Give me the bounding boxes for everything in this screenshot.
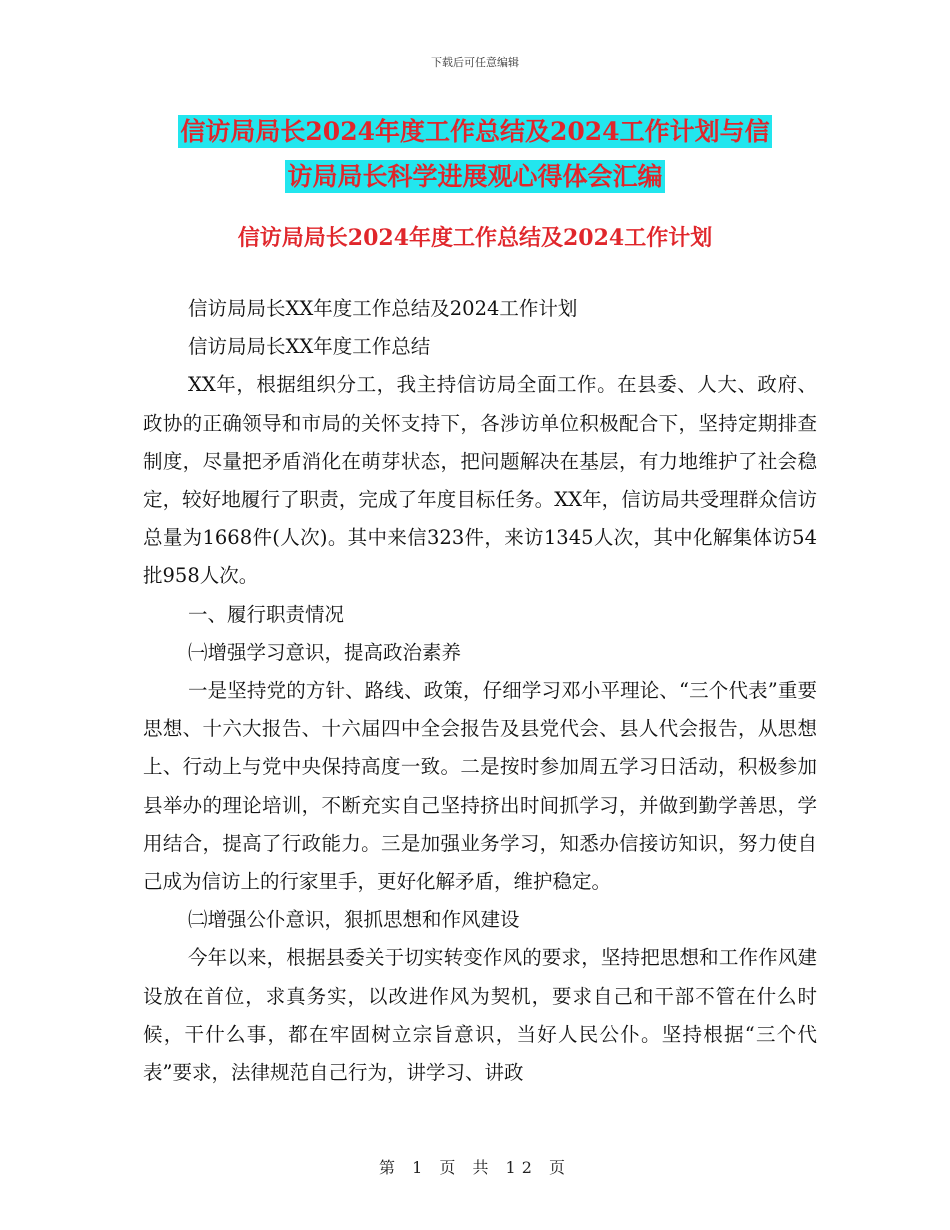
- paragraph: 一是坚持党的方针、路线、政策，仔细学习邓小平理论、“三个代表”重要思想、十六大报告、十六届四中全会报告及县党代会、县人代会报告，从思想上、行动上与党中央保持高度一致。二是按时参加周五学习日活动，积极参加县举办的理论培训，不断充实自己坚持挤出时间抓学习，并做到勤学善思，学用结合，提高了行政能力。三是加强业务学习，知悉办信接访知识，努力使自己成为信访上的行家里手，更好化解矛盾，维护稳定。: [143, 679, 817, 894]
- paragraph: 一、履行职责情况: [188, 602, 345, 626]
- paragraph: ㈠增强学习意识，提高政治素养: [188, 640, 462, 664]
- page-footer: 第 1 页 共 12 页: [379, 1158, 571, 1177]
- header-note: 下载后可任意编辑: [431, 56, 519, 69]
- paragraph: 信访局局长XX年度工作总结: [188, 335, 431, 359]
- title-highlight-2: 访局局长科学进展观心得体会汇编: [287, 162, 663, 191]
- paragraph: 信访局局长XX年度工作总结及2024工作计划: [188, 297, 578, 320]
- body-text: [143, 290, 817, 1092]
- title-highlight-1: 信访局局长2024年度工作总结及2024工作计划与信: [180, 117, 770, 146]
- paragraph: ㈡增强公仆意识，狠抓思想和作风建设: [188, 908, 520, 932]
- document-title-line-2: [0, 157, 950, 193]
- paragraph: 今年以来，根据县委关于切实转变作风的要求，坚持把思想和工作作风建设放在首位，求真务实，以改进作风为契机，要求自己和干部不管在什么时候，干什么事，都在牢固树立宗旨意识，当好人民公仆。坚持根据“三个代表”要求，法律规范自己行为，讲学习、讲政: [143, 946, 817, 1085]
- section-title: 信访局局长2024年度工作总结及2024工作计划: [237, 225, 713, 251]
- document-title-line-1: [0, 112, 950, 148]
- paragraph: XX年，根据组织分工，我主持信访局全面工作。在县委、人大、政府、政协的正确领导和市局的关怀支持下，各涉访单位积极配合下，坚持定期排查制度，尽量把矛盾消化在萌芽状态，把问题解决在基层，有力地维护了社会稳定，较好地履行了职责，完成了年度目标任务。XX年，信访局共受理群众信访总量为1668件(人次)。其中来信323件，来访1345人次，其中化解集体访54批958人次。: [143, 373, 817, 588]
